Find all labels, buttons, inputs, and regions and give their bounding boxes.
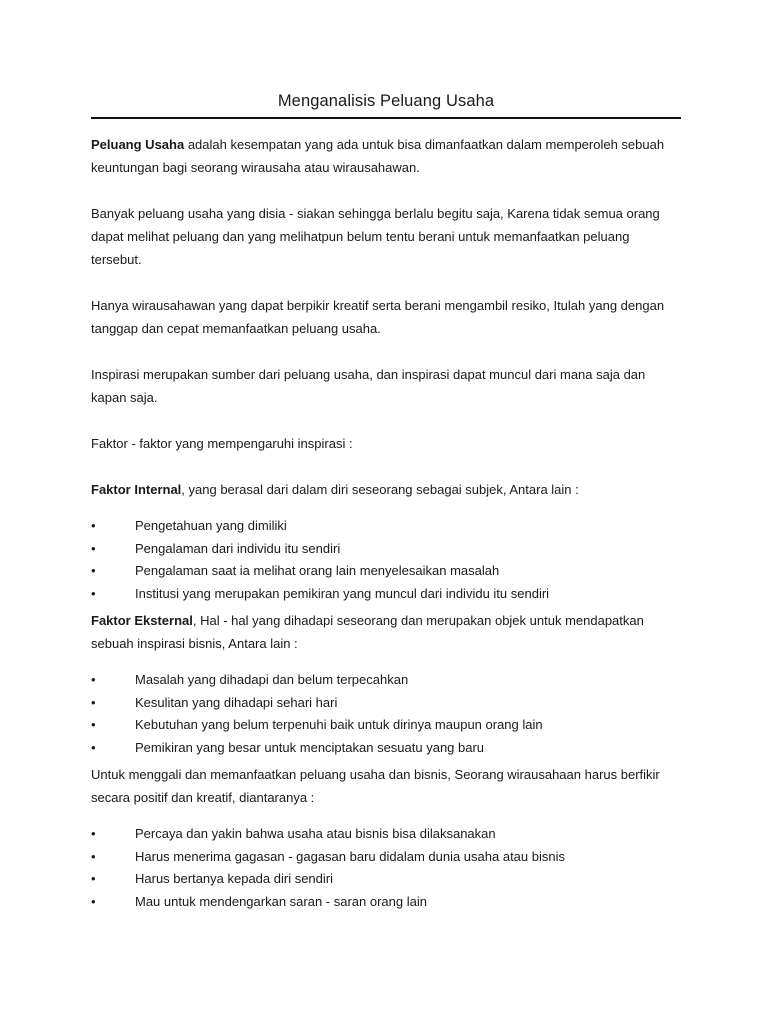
term-faktor-eksternal: Faktor Eksternal xyxy=(91,613,193,628)
list-item: • Percaya dan yakin bahwa usaha atau bisnis bisa dilaksanakan xyxy=(91,823,681,846)
bullet-icon: • xyxy=(91,893,96,909)
list-item: • Masalah yang dihadapi dan belum terpecahkan xyxy=(91,669,681,692)
paragraph-untuk-menggali: Untuk menggali dan memanfaatkan peluang usaha dan bisnis, Seorang wirausahaan harus berfikir secara positif dan kreatif, diantaranya : xyxy=(91,767,660,805)
list-item: • Kesulitan yang dihadapi sehari hari xyxy=(91,692,681,715)
paragraph-inspirasi: Inspirasi merupakan sumber dari peluang usaha, dan inspirasi dapat muncul dari mana saja dan kapan saja. xyxy=(91,367,646,405)
bullet-icon: • xyxy=(91,585,96,601)
document-page xyxy=(91,92,681,913)
bullet-icon: • xyxy=(91,694,96,710)
document-title: Menganalisis Peluang Usaha xyxy=(91,92,681,119)
paragraph-text: , Hal - hal yang dihadapi seseorang dan merupakan objek untuk mendapatkan sebuah inspirasi bisnis, Antara lain : xyxy=(91,613,644,651)
bullet-icon: • xyxy=(91,848,96,864)
bullet-icon: • xyxy=(91,717,96,732)
bullet-icon: • xyxy=(91,739,96,755)
paragraph-faktor-internal xyxy=(91,478,681,501)
bullet-icon: • xyxy=(91,871,96,886)
paragraph-peluang-usaha xyxy=(91,133,681,179)
bullet-icon: • xyxy=(91,826,96,841)
list-item: • Mau untuk mendengarkan saran - saran orang lain xyxy=(91,891,681,914)
list-item: • Pemikiran yang besar untuk menciptakan sesuatu yang baru xyxy=(91,737,681,760)
bullet-icon: • xyxy=(91,540,96,556)
paragraph-text: , yang berasal dari dalam diri seseorang sebagai subjek, Antara lain : xyxy=(181,482,579,497)
bullet-icon: • xyxy=(91,518,96,533)
list-item: • Institusi yang merupakan pemikiran yang muncul dari individu itu sendiri xyxy=(91,583,681,606)
external-factor-list xyxy=(91,669,681,759)
term-peluang-usaha: Peluang Usaha xyxy=(91,137,185,152)
positive-thinking-list xyxy=(91,823,681,913)
paragraph-hanya-wirausahawan: Hanya wirausahawan yang dapat berpikir kreatif serta berani mengambil resiko, Itulah yang dengan tanggap dan cepat memanfaatkan peluang usaha. xyxy=(91,298,665,336)
internal-factor-list xyxy=(91,515,681,605)
paragraph-banyak-peluang: Banyak peluang usaha yang disia - siakan sehingga berlalu begitu saja, Karena tidak semua orang dapat melihat peluang dan yang melihatpun belum tentu berani untuk memanfaatkan peluang tersebut. xyxy=(91,206,660,267)
term-faktor-internal: Faktor Internal xyxy=(91,482,182,497)
paragraph-faktor-eksternal xyxy=(91,609,681,655)
bullet-icon: • xyxy=(91,563,96,578)
paragraph-text: adalah kesempatan yang ada untuk bisa dimanfaatkan dalam memperoleh sebuah keuntungan bagi seorang wirausaha atau wirausahawan. xyxy=(91,137,665,175)
list-item: • Pengetahuan yang dimiliki xyxy=(91,515,681,538)
paragraph-faktor-faktor: Faktor - faktor yang mempengaruhi inspirasi : xyxy=(91,436,353,451)
bullet-icon: • xyxy=(91,672,96,687)
list-item: • Pengalaman saat ia melihat orang lain menyelesaikan masalah xyxy=(91,560,681,583)
list-item: • Pengalaman dari individu itu sendiri xyxy=(91,538,681,561)
list-item: • Harus menerima gagasan - gagasan baru didalam dunia usaha atau bisnis xyxy=(91,846,681,869)
list-item: • Kebutuhan yang belum terpenuhi baik untuk dirinya maupun orang lain xyxy=(91,714,681,737)
list-item: • Harus bertanya kepada diri sendiri xyxy=(91,868,681,891)
